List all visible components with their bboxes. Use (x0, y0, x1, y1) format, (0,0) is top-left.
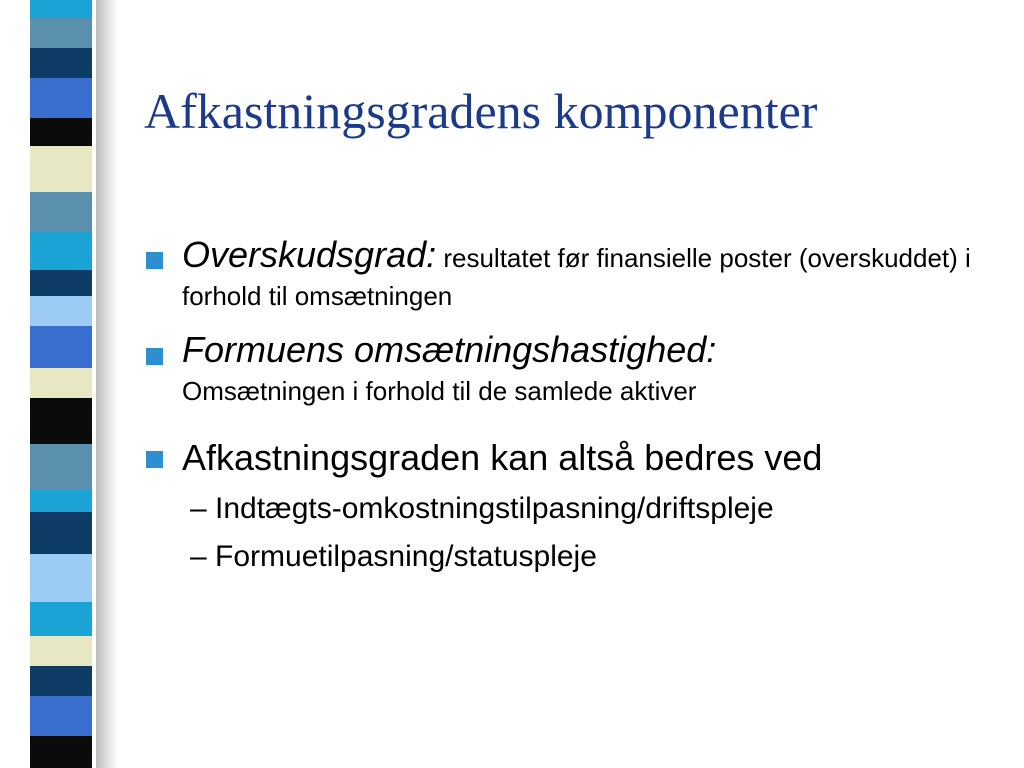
square-bullet-icon (146, 252, 163, 269)
bullet-text: resultatet før finansielle poster (overskuddet) i forhold til omsætningen (182, 243, 971, 311)
bullet-afkastningsgraden (146, 434, 1006, 482)
sub-bullet-statuspleje: – Formuetilpasning/statuspleje (190, 540, 597, 573)
slide-content (146, 236, 1006, 574)
decorative-color-strip (30, 0, 100, 768)
bullet-formuens-omsaetningshastighed (146, 331, 1006, 410)
square-bullet-icon (146, 451, 163, 468)
bullet-text: Omsætningen i forhold til de samlede aktiver (182, 376, 697, 406)
square-bullet-icon (146, 348, 163, 365)
slide-title: Afkastningsgradens komponenter (144, 83, 818, 139)
bullet-term: Overskudsgrad: (182, 234, 437, 275)
bullet-overskudsgrad (146, 236, 1006, 315)
sub-bullet-driftspleje: – Indtægts-omkostningstilpasning/driftspleje (190, 492, 774, 525)
bullet-text: Afkastningsgraden kan altså bedres ved (182, 437, 823, 478)
bullet-term: Formuens omsætningshastighed: (182, 329, 717, 370)
